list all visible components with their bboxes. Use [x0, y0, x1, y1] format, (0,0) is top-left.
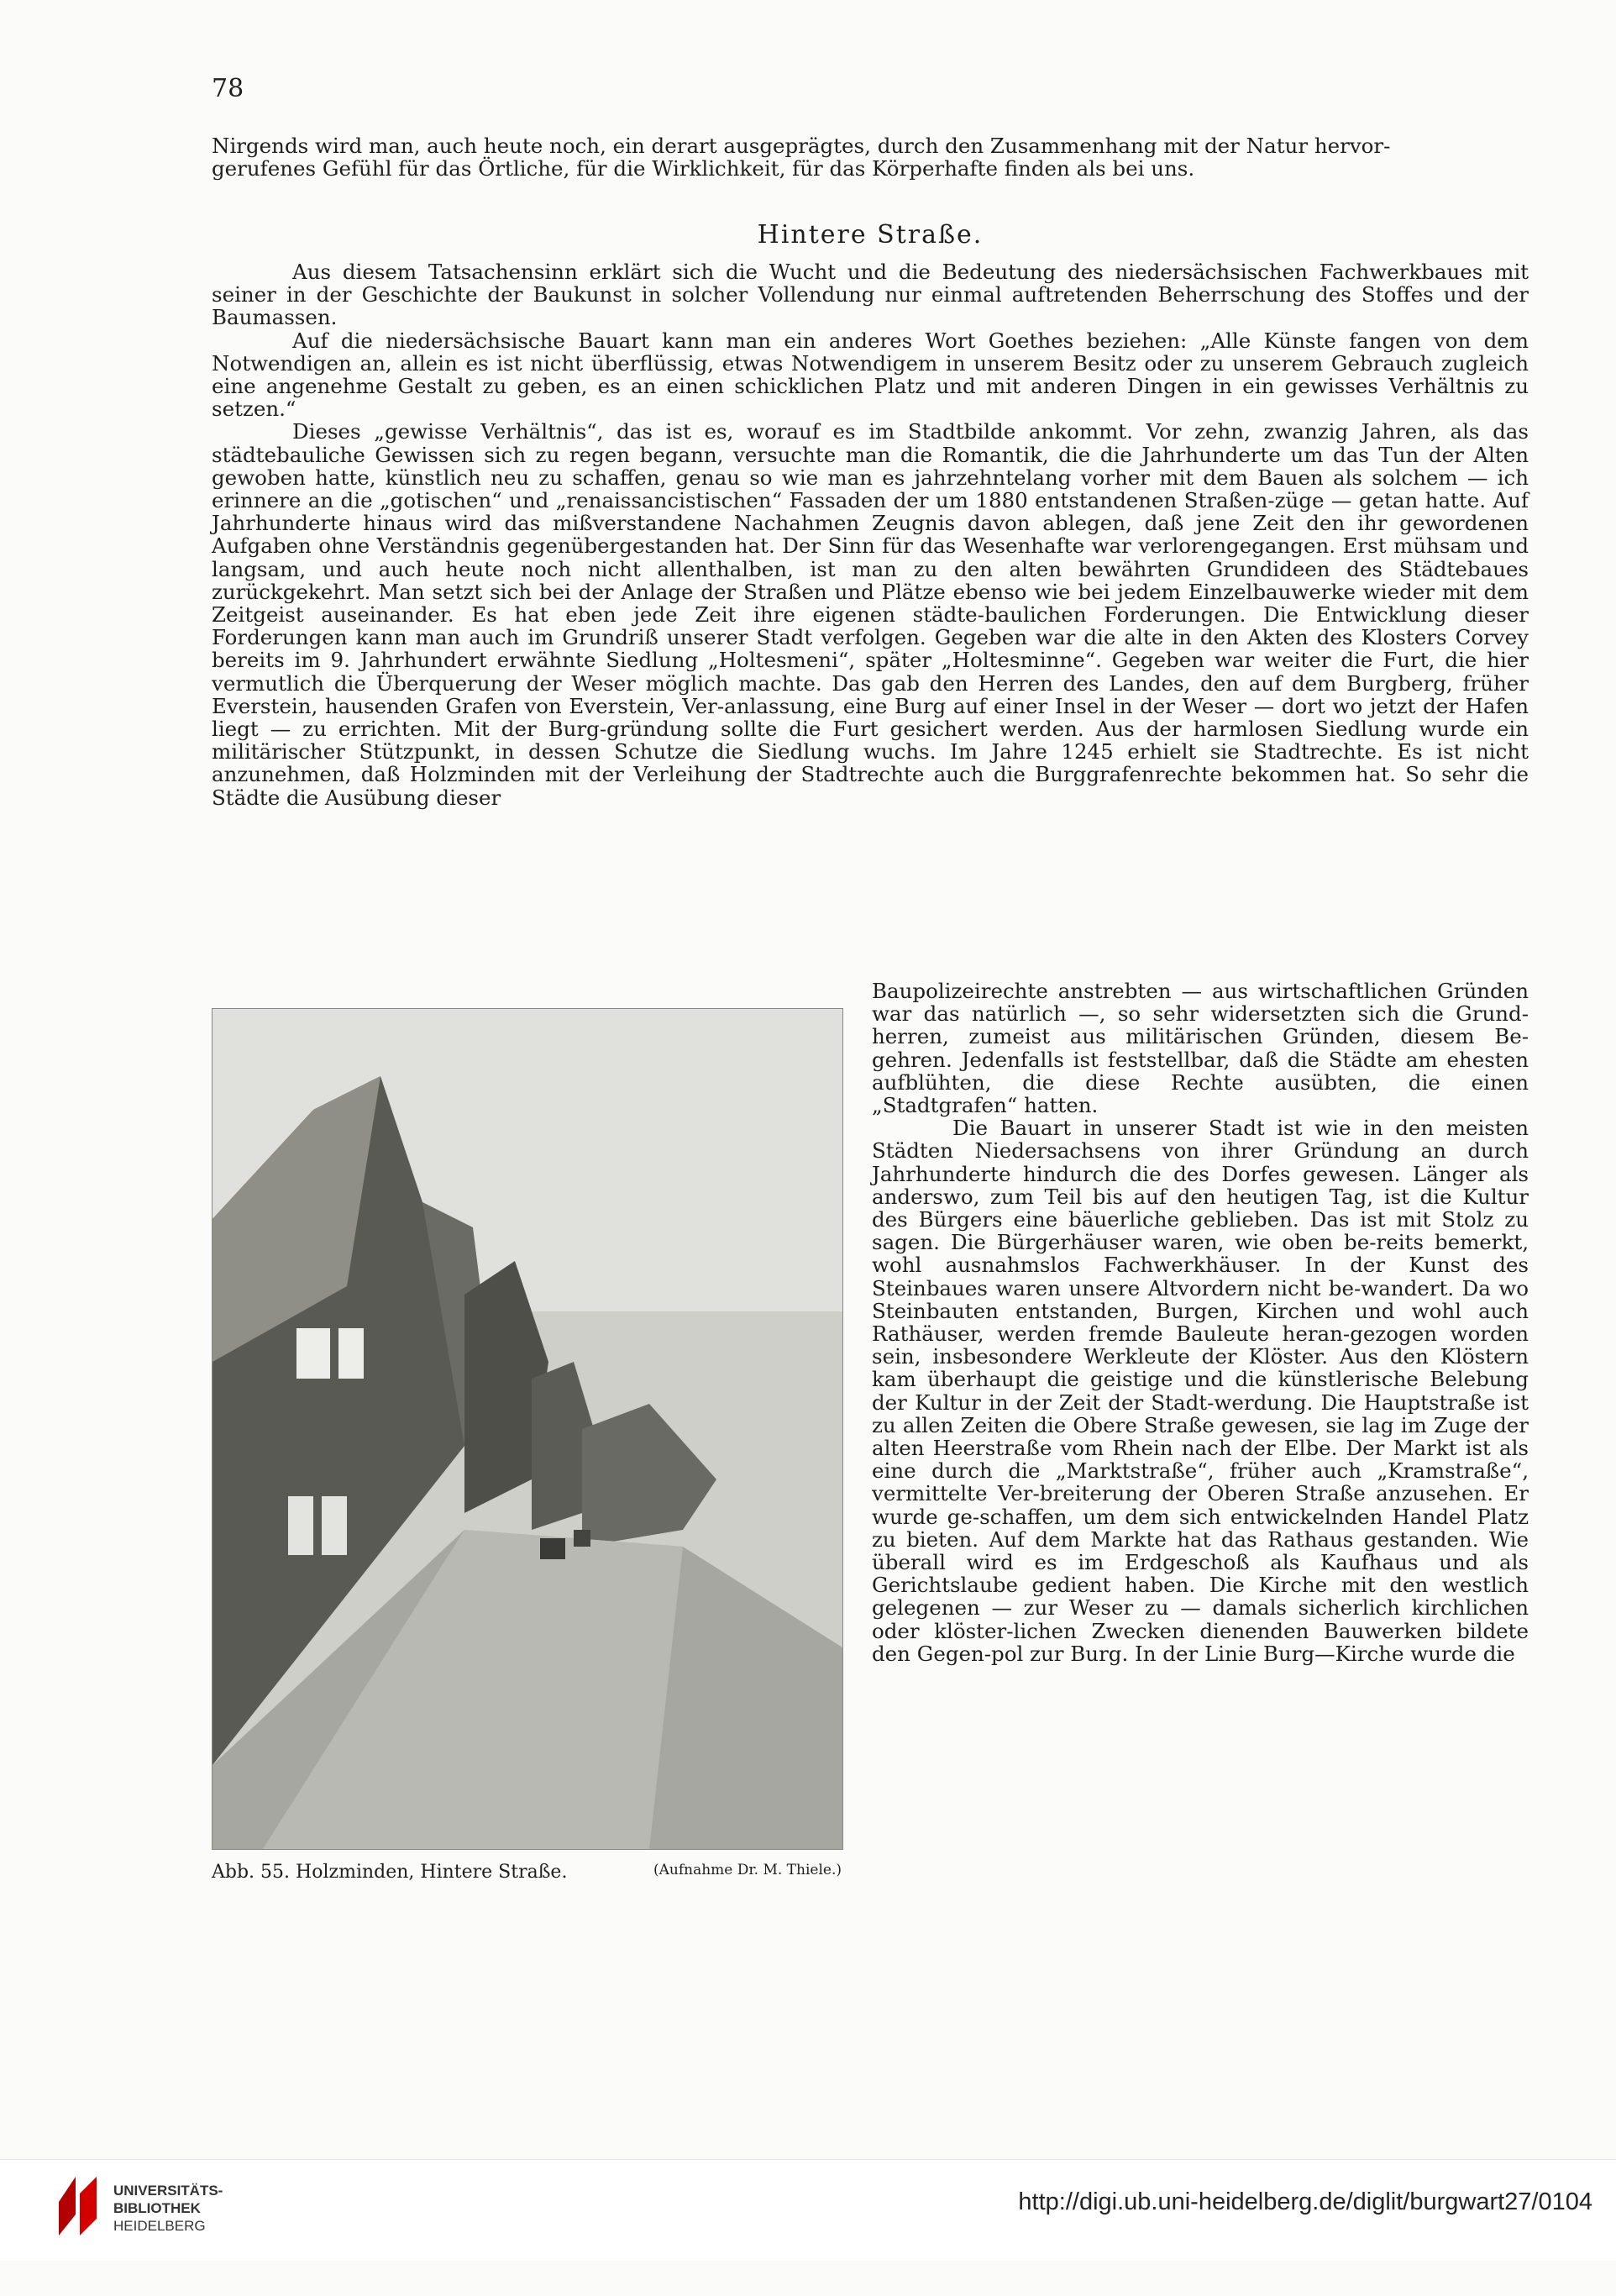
- paragraph: Baupolizeirechte anstrebten — aus wirtschaftlichen Gründen war das natürlich —, so sehr widersetzten sich die Grund-herren, zumeist aus militärischen Gründen, diesem Be-gehren. Jedenfalls ist feststellbar, daß die Städte am ehesten aufblühten, die diese Rechte ausübten, die einen „Stadtgrafen“ hatten.: [872, 979, 1529, 1118]
- paragraph: Dieses „gewisse Verhältnis“, das ist es, worauf es im Stadtbilde ankommt. Vor zehn, zwanzig Jahren, als das städtebauliche Gewissen sich zu regen begann, versuchte man die Romantik, die die Jahrhunderte um das Tun der Alten gewoben hatte, künstlich neu zu schaffen, genau so wie man es jahrzehntelang vorher mit dem Bauen als solchem — ich erinnere an die „gotischen“ und „renaissancistischen“ Fassaden der um 1880 entstandenen Straßen-züge — getan hatte. Auf Jahrhunderte hinaus wird das mißverstandene Nachahmen Zeugnis davon ablegen, daß jene Zeit den ihr gewordenen Aufgaben ohne Verständnis gegenübergestanden hat. Der Sinn für das Wesenhafte war verlorengegangen. Erst mühsam und langsam, und auch heute noch nicht allenthalben, ist man zu den alten bewährten Grundideen des Städtebaues zurückgekehrt. Man setzt sich bei der Anlage der Straßen und Plätze ebenso wie bei jedem Einzelbauwerke wieder mit dem Zeitgeist auseinander. Es hat eben jede Zeit ihre eigenen städte-baulichen Forderungen. Die Entwicklung dieser Forderungen kann man auch im Grundriß unserer Stadt verfolgen. Gegeben war die alte in den Akten des Klosters Corvey bereits im 9. Jahrhundert erwähnte Siedlung „Holtesmeni“, später „Holtesminne“. Gegeben war weiter die Furt, die hier vermutlich die Überquerung der Weser möglich machte. Das gab den Herren des Landes, den auf dem Burgberg, früher Everstein, hausenden Grafen von Everstein, Ver-anlassung, eine Burg auf einer Insel in der Weser — dort wo jetzt der Hafen liegt — zu errichten. Mit der Burg-gründung sollte die Furt gesichert werden. Aus der harmlosen Siedlung wurde ein militärischer Stützpunkt, in dessen Schutze die Siedlung wuchs. Im Jahre 1245 erhielt sie Stadtrechte. Es ist nicht anzunehmen, daß Holzminden mit der Verleihung der Stadtrechte auch die Burggrafenrechte bekommen hat. So sehr die Städte die Ausübung dieser: [212, 419, 1529, 810]
- university-library-logo-icon[interactable]: [59, 2177, 101, 2236]
- library-name-line: UNIVERSITÄTS-: [113, 2183, 223, 2199]
- photo-illustration: [212, 1009, 842, 1849]
- library-name-line: HEIDELBERG: [113, 2218, 206, 2234]
- permalink-url[interactable]: http://digi.ub.uni-heidelberg.de/diglit/burgwart27/0104: [1018, 2188, 1592, 2215]
- footer-bar: [0, 2159, 1616, 2261]
- intro-line: gerufenes Gefühl für das Örtliche, für die Wirklichkeit, für das Körperhafte finden als bei uns.: [212, 156, 1195, 181]
- intro-text: [212, 134, 1529, 180]
- photo-credit: (Aufnahme Dr. M. Thiele.): [653, 1862, 842, 1878]
- paragraph: Die Bauart in unserer Stadt ist wie in den meisten Städten Niedersachsens von ihrer Gründung an durch Jahrhunderte hindurch die des Dorfes gewesen. Länger als anderswo, zum Teil bis auf den heutigen Tag, ist die Kultur des Bürgers eine bäuerliche geblieben. Das ist mit Stolz zu sagen. Die Bürgerhäuser waren, wie oben be-reits bemerkt, wohl ausnahmslos Fachwerkhäuser. In der Kunst des Steinbaues waren unsere Altvordern nicht be-wandert. Da wo Steinbauten entstanden, Burgen, Kirchen und wohl auch Rathäuser, werden fremde Bauleute heran-gezogen worden sein, insbesondere Werkleute der Klöster. Aus den Klöstern kam überhaupt die geistige und die künstlerische Belebung der Kultur in der Zeit der Stadt-werdung. Die Hauptstraße ist zu allen Zeiten die Obere Straße gewesen, sie lag im Zuge der alten Heerstraße vom Rhein nach der Elbe. Der Markt ist als eine durch die „Marktstraße“, früher auch „Kramstraße“, vermittelte Ver-breiterung der Oberen Straße anzusehen. Er wurde ge-schaffen, um dem sich entwickelnden Handel Platz zu bieten. Auf dem Markte hat das Rathaus gestanden. Wie überall wird es im Erdgeschoß als Kaufhaus und als Gerichtslaube gedient haben. Die Kirche mit den westlich gelegenen — zur Weser zu — damals sicherlich kirchlichen oder klöster-lichen Zwecken dienenden Bauwerken bildete den Gegen-pol zur Burg. In der Linie Burg—Kirche wurde die: [872, 1116, 1529, 1666]
- library-name[interactable]: [113, 2182, 223, 2235]
- caption-text: Abb. 55. Holzminden, Hintere Straße.: [212, 1862, 568, 1883]
- right-column-text: [872, 980, 1529, 1665]
- library-name-line: BIBLIOTHEK: [113, 2200, 201, 2216]
- street-photograph: [212, 1008, 843, 1850]
- paragraph: Aus diesem Tatsachensinn erklärt sich die Wucht und die Bedeutung des niedersächsischen Fachwerkbaues mit seiner in der Geschichte der Baukunst in solcher Vollendung nur einmal auftretenden Beherrschung des Stoffes und der Baumassen.: [212, 260, 1529, 330]
- main-text: [212, 260, 1529, 809]
- paragraph: Auf die niedersächsische Bauart kann man ein anderes Wort Goethes beziehen: „Alle Künste fangen von dem Notwendigen an, allein es ist nicht überflüssig, etwas Notwendigem in unserem Besitz oder zu unserem Gebrauch zugleich eine angenehme Gestalt zu geben, es an einen schicklichen Platz und mit anderen Dingen in ein gewisses Verhältnis zu setzen.“: [212, 328, 1529, 422]
- intro-line: Nirgends wird man, auch heute noch, ein derart ausgeprägtes, durch den Zusammenhang mit der Natur hervor-: [212, 134, 1391, 158]
- section-title: Hintere Straße.: [757, 220, 984, 250]
- figure-caption: [212, 1862, 842, 1883]
- page-number: 78: [212, 74, 244, 103]
